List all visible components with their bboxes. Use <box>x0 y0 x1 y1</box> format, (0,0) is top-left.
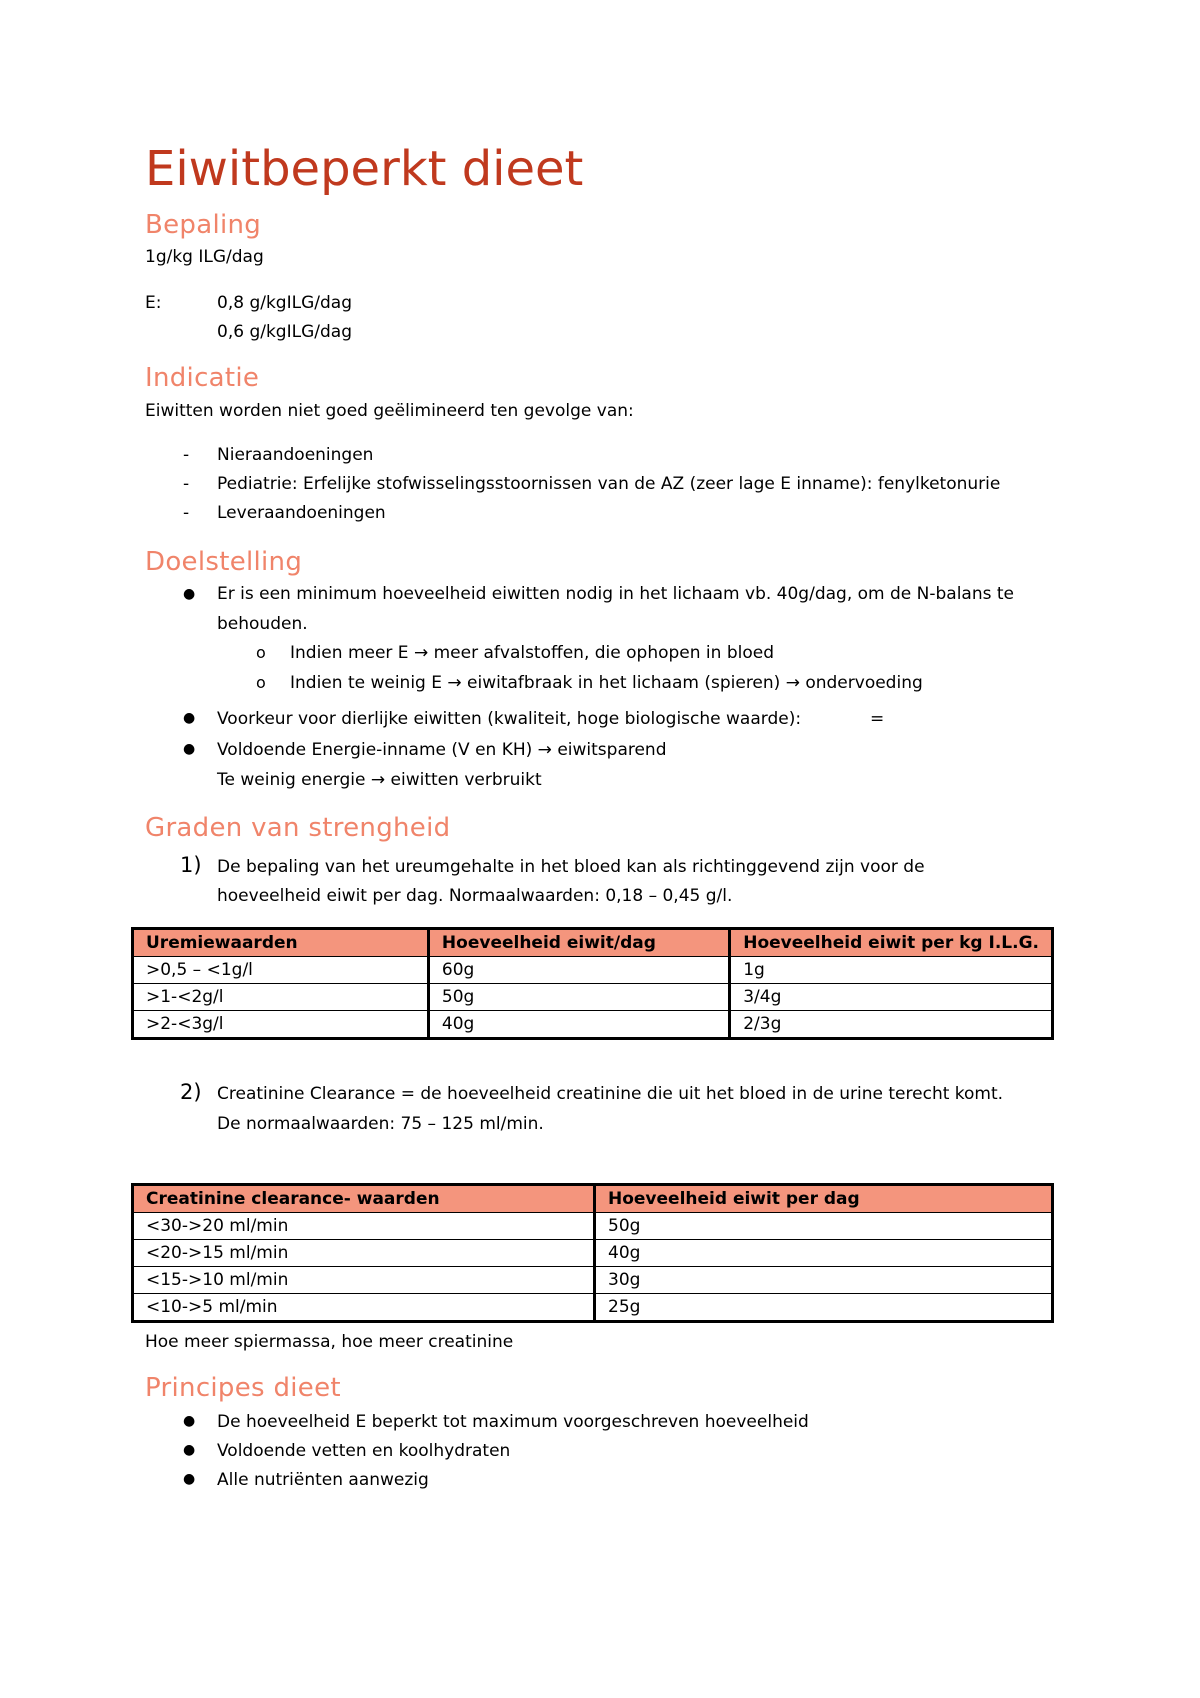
table-cell: <15->10 ml/min <box>133 1267 595 1294</box>
table-row <box>133 957 1053 984</box>
table-header-row <box>133 929 1053 957</box>
doelstelling-bullet-3-cont: Te weinig energie → eiwitten verbruikt <box>217 770 542 790</box>
document-title: Eiwitbeperkt dieet <box>145 141 584 197</box>
table-header-cell: Hoeveelheid eiwit/dag <box>428 929 729 957</box>
table-header-cell: Uremiewaarden <box>133 929 429 957</box>
table-cell: >2-<3g/l <box>133 1011 429 1039</box>
doelstelling-sub-2: Indien te weinig E → eiwitafbraak in het lichaam (spieren) → ondervoeding <box>290 673 923 693</box>
doelstelling-bullet-1: Er is een minimum hoeveelheid eiwitten nodig in het lichaam vb. 40g/dag, om de N-balans te <box>217 584 1015 604</box>
table-cell: 40g <box>595 1240 1053 1267</box>
dash-bullet-icon: - <box>183 474 190 494</box>
circle-bullet-icon: o <box>256 643 266 662</box>
doelstelling-bullet-2: Voorkeur voor dierlijke eiwitten (kwaliteit, hoge biologische waarde): <box>217 709 802 729</box>
table-row <box>133 1267 1053 1294</box>
table-header-cell: Creatinine clearance- waarden <box>133 1185 595 1213</box>
list-item: De hoeveelheid E beperkt tot maximum voorgeschreven hoeveelheid <box>217 1412 809 1432</box>
indicatie-intro: Eiwitten worden niet goed geëlimineerd ten gevolge van: <box>145 401 634 421</box>
bullet-icon: ● <box>183 710 196 726</box>
graden-note: Hoe meer spiermassa, hoe meer creatinine <box>145 1332 514 1352</box>
list-item: Leveraandoeningen <box>217 503 386 523</box>
table-cell: 25g <box>595 1294 1053 1322</box>
heading-principes: Principes dieet <box>145 1373 341 1403</box>
list-number: 1) <box>180 853 202 877</box>
dash-bullet-icon: - <box>183 503 190 523</box>
creatinine-table <box>131 1183 1054 1323</box>
table-cell: <10->5 ml/min <box>133 1294 595 1322</box>
table-cell: <20->15 ml/min <box>133 1240 595 1267</box>
list-number: 2) <box>180 1080 202 1104</box>
graden-item-2-cont: De normaalwaarden: 75 – 125 ml/min. <box>217 1114 544 1134</box>
table-row <box>133 1240 1053 1267</box>
heading-indicatie: Indicatie <box>145 363 260 393</box>
table-header-cell: Hoeveelheid eiwit per kg I.L.G. <box>730 929 1053 957</box>
table-cell: 3/4g <box>730 984 1053 1011</box>
bullet-icon: ● <box>183 586 196 602</box>
dash-bullet-icon: - <box>183 445 190 465</box>
table-cell: >0,5 – <1g/l <box>133 957 429 984</box>
graden-item-1: De bepaling van het ureumgehalte in het bloed kan als richtinggevend zijn voor de <box>217 857 925 877</box>
list-item: Nieraandoeningen <box>217 445 374 465</box>
table-cell: 50g <box>595 1213 1053 1240</box>
bullet-icon: ● <box>183 1413 196 1429</box>
circle-bullet-icon: o <box>256 673 266 692</box>
graden-item-2: Creatinine Clearance = de hoeveelheid creatinine die uit het bloed in de urine terecht komt. <box>217 1084 1004 1104</box>
graden-item-1-cont: hoeveelheid eiwit per dag. Normaalwaarden: 0,18 – 0,45 g/l. <box>217 886 733 906</box>
list-item: Alle nutriënten aanwezig <box>217 1470 429 1490</box>
doelstelling-bullet-1-cont: behouden. <box>217 614 308 634</box>
heading-bepaling: Bepaling <box>145 210 262 240</box>
bullet-icon: ● <box>183 1442 196 1458</box>
list-item: Voldoende vetten en koolhydraten <box>217 1441 511 1461</box>
table-cell: >1-<2g/l <box>133 984 429 1011</box>
table-cell: <30->20 ml/min <box>133 1213 595 1240</box>
heading-doelstelling: Doelstelling <box>145 547 303 577</box>
table-cell: 60g <box>428 957 729 984</box>
bepaling-e-value-2: 0,6 g/kgILG/dag <box>217 322 352 342</box>
table-header-row <box>133 1185 1053 1213</box>
table-cell: 30g <box>595 1267 1053 1294</box>
table-cell: 50g <box>428 984 729 1011</box>
bullet-icon: ● <box>183 741 196 757</box>
bepaling-line: 1g/kg ILG/dag <box>145 247 264 267</box>
table-cell: 40g <box>428 1011 729 1039</box>
bepaling-e-value-1: 0,8 g/kgILG/dag <box>217 293 352 313</box>
doelstelling-bullet-2-equals: = <box>870 709 885 729</box>
doelstelling-bullet-3: Voldoende Energie-inname (V en KH) → eiwitsparend <box>217 740 667 760</box>
table-cell: 1g <box>730 957 1053 984</box>
list-item: Pediatrie: Erfelijke stofwisselingsstoornissen van de AZ (zeer lage E inname): fenylketonurie <box>217 474 1001 494</box>
table-row <box>133 1011 1053 1039</box>
bepaling-e-label: E: <box>145 293 162 313</box>
heading-graden: Graden van strengheid <box>145 813 451 843</box>
bullet-icon: ● <box>183 1471 196 1487</box>
table-row <box>133 984 1053 1011</box>
table-header-cell: Hoeveelheid eiwit per dag <box>595 1185 1053 1213</box>
uremie-table <box>131 927 1054 1040</box>
table-cell: 2/3g <box>730 1011 1053 1039</box>
table-row <box>133 1294 1053 1322</box>
doelstelling-sub-1: Indien meer E → meer afvalstoffen, die ophopen in bloed <box>290 643 774 663</box>
table-row <box>133 1213 1053 1240</box>
